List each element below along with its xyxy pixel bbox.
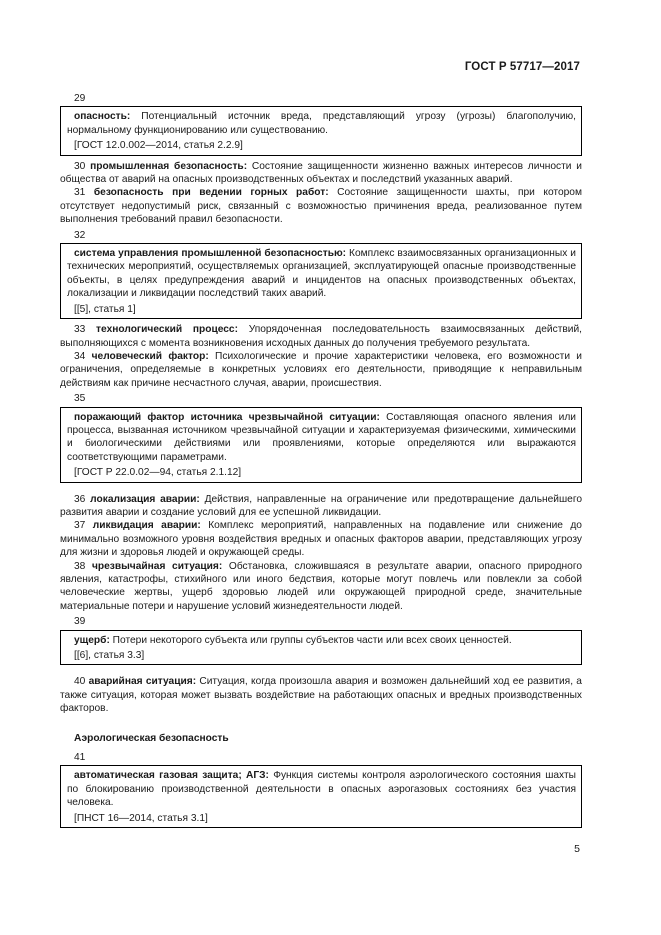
term-paragraph: 37 ликвидация аварии: Комплекс мероприятий, направленных на подавление или снижение до минимально возможного уровня воздействия вредных и опасных факторов аварии, представляющих угрозу для жизни и здоровья людей и окружающей среды.	[60, 520, 582, 559]
term-definition: ущерб: Потери некоторого субъекта или группы субъектов части или всех своих ценностей.	[74, 634, 512, 646]
term-name: ущерб:	[74, 634, 110, 646]
term-name: чрезвычайная ситуация:	[91, 560, 223, 572]
term-name: аварийная ситуация:	[88, 676, 197, 688]
term-name: опасность:	[74, 111, 131, 123]
term-paragraph: 33 технологический процесс: Упорядоченная последовательность взаимосвязанных действий, выполняющихся с момента возникновения исходных данных до получения требуемого результата.	[60, 324, 582, 349]
term-box	[60, 106, 582, 155]
term-definition: опасность: Потенциальный источник вреда, представляющий угрозу (угрозы) благополучию, нормальному функционированию или существованию.	[67, 111, 576, 136]
term-name: безопасность при ведении горных работ:	[93, 187, 329, 199]
term-name: поражающий фактор источника чрезвычайной ситуации:	[74, 411, 380, 423]
term-name: промышленная безопасность:	[90, 160, 248, 172]
term-name: локализация аварии:	[90, 493, 200, 505]
term-paragraph: 30 промышленная безопасность: Состояние защищенности жизненно важных интересов личности и общества от аварий на опасных производственных объектах и последствий указанных аварий.	[60, 160, 582, 186]
entry-number: 29	[74, 93, 86, 104]
term-source: [ГОСТ Р 22.0.02—94, статья 2.1.12]	[74, 467, 242, 479]
entry-number: 35	[74, 393, 86, 405]
section-title: Аэрологическая безопасность	[74, 732, 229, 744]
term-name: человеческий фактор:	[91, 350, 209, 362]
document-body	[60, 90, 582, 832]
term-name: система управления промышленной безопасностью:	[74, 248, 347, 260]
term-paragraph: 38 чрезвычайная ситуация: Обстановка, сложившаяся в результате аварии, опасного природного явления, катастрофы, стихийного или иного бедствия, которые могут повлечь или повлекли за собой человеческие жертвы, ущерб здоровью людей или окружающей природной среде, значительные материальные потери и нарушение условий жизнедеятельности людей.	[60, 560, 583, 612]
term-definition: автоматическая газовая защита; АГЗ: Функция системы контроля аэрологического состояния шахты по блокированию производственной деятельности в опасных аэрогазовых состояниях без участия человека.	[67, 770, 576, 809]
term-definition: поражающий фактор источника чрезвычайной ситуации: Составляющая опасного явления или процесса, вызванная источником чрезвычайной ситуации и характеризуемая физическими, химическими и биологическими действиями или проявлениями, которые определяются или выражаются соответствующими параметрами.	[67, 411, 576, 463]
entry-number: 39	[74, 616, 86, 628]
document-code: ГОСТ Р 57717—2017	[464, 61, 580, 73]
term-box	[60, 630, 582, 666]
term-paragraph: 40 аварийная ситуация: Ситуация, когда произошла авария и возможен дальнейший ход ее развития, а также ситуация, которая может вызвать воздействие на работающих опасных и вредных производственных факторов.	[60, 676, 582, 715]
term-name: автоматическая газовая защита; АГЗ:	[74, 770, 269, 782]
term-definition: система управления промышленной безопасностью: Комплекс взаимосвязанных организационных и технических мероприятий, осуществляемых организацией, эксплуатирующей опасные производственные объекты, в целях предупреждения аварий и инцидентов на опасных производственных объектах, локализации и ликвидации последствий таких аварий.	[67, 248, 576, 300]
term-name: ликвидация аварии:	[92, 520, 201, 532]
term-paragraph: 36 локализация аварии: Действия, направленные на ограничение или предотвращение дальнейшего развития аварии и создание условий для ее успешной ликвидации.	[60, 493, 582, 518]
term-source: [[6], статья 3.3]	[74, 650, 145, 662]
term-name: технологический процесс:	[96, 324, 238, 336]
term-source: [ПНСТ 16—2014, статья 3.1]	[74, 812, 208, 824]
entry-number: 41	[74, 752, 86, 764]
term-paragraph: 34 человеческий фактор: Психологические и прочие характеристики человека, его возможности и ограничения, определяемые в конкретных условиях его деятельности, приводящие к неправильным действиям как причине несчастного случая, аварии, происшествия.	[60, 350, 582, 389]
entry-number: 32	[74, 229, 86, 241]
term-source: [ГОСТ 12.0.002—2014, статья 2.2.9]	[74, 140, 243, 152]
term-box	[60, 765, 582, 828]
page-number: 5	[574, 843, 580, 855]
term-box	[60, 243, 582, 319]
term-paragraph: 31 безопасность при ведении горных работ: Состояние защищенности шахты, при котором отсутствует недопустимый риск, связанный с возможностью причинения вреда, реализованное путем выполнения требований правил безопасности.	[60, 187, 582, 226]
term-box	[60, 407, 582, 483]
term-source: [[5], статья 1]	[74, 303, 136, 315]
